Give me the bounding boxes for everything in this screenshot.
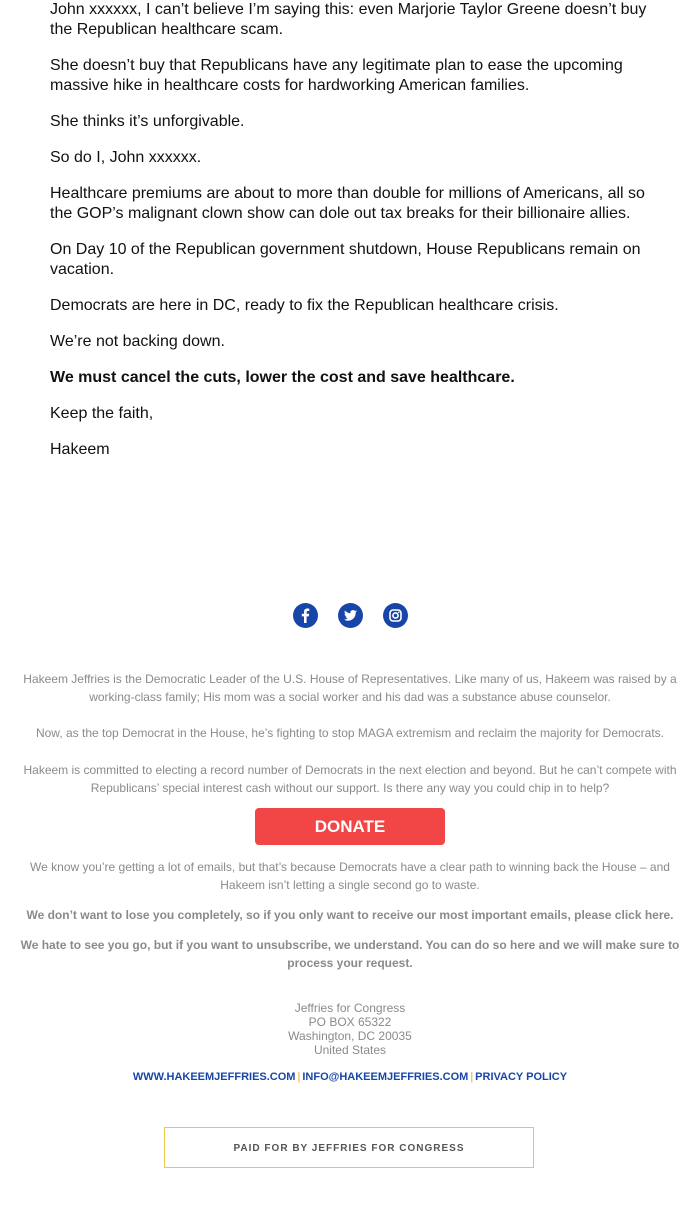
- paragraph-shutdown: On Day 10 of the Republican government shutdown, House Republicans remain on vacation.: [50, 241, 641, 278]
- footer-bio-1: Hakeem Jeffries is the Democratic Leader of the U.S. House of Representatives. Like many of us, Hakeem was raised by a working-class family; His mom was a social worker and his dad was a substance abuse counselor.: [23, 672, 677, 704]
- link-separator: |: [470, 1071, 474, 1083]
- social-links: [0, 603, 700, 628]
- paid-for-disclaimer: PAID FOR BY JEFFRIES FOR CONGRESS: [164, 1127, 534, 1168]
- footer-bio-3: Hakeem is committed to electing a record number of Democrats in the next election and beyond. But he can’t compete with Republicans’ special interest cash without our support. Is there any way you could chip in to help?: [23, 763, 677, 795]
- facebook-icon[interactable]: [293, 603, 318, 628]
- donate-button[interactable]: DONATE: [255, 808, 445, 845]
- footer-bio-2: Now, as the top Democrat in the House, he’s fighting to stop MAGA extremism and reclaim the majority for Democrats.: [35, 726, 665, 740]
- twitter-icon[interactable]: [338, 603, 363, 628]
- paragraph-unforgivable: She thinks it’s unforgivable.: [50, 113, 245, 130]
- footer-emails-note: We know you’re getting a lot of emails, but that’s because Democrats have a clear path to winning back the House – and Hakeem isn’t letting a single second go to waste.: [30, 860, 670, 892]
- paragraph-not-backing-down: We’re not backing down.: [50, 333, 225, 350]
- email-link[interactable]: INFO@HAKEEMJEFFRIES.COM: [302, 1071, 469, 1083]
- website-link[interactable]: WWW.HAKEEMJEFFRIES.COM: [132, 1071, 296, 1083]
- address-city: Washington, DC 20035: [288, 1029, 412, 1043]
- link-separator: |: [297, 1071, 301, 1083]
- unsubscribe-link[interactable]: We hate to see you go, but if you want to unsubscribe, we understand. You can do so here and we will make sure to process your request.: [20, 938, 680, 970]
- bold-call-to-action: We must cancel the cuts, lower the cost and save healthcare.: [50, 369, 515, 386]
- signature: Hakeem: [50, 441, 110, 458]
- important-emails-link[interactable]: We don’t want to lose you completely, so if you only want to receive our most important emails, please click here.: [26, 908, 674, 922]
- instagram-icon[interactable]: [383, 603, 408, 628]
- footer-links: [0, 1071, 700, 1083]
- address-box: PO BOX 65322: [308, 1015, 392, 1029]
- letter-body: [50, 0, 660, 476]
- paragraph-so-do-i: So do I, John xxxxxx.: [50, 149, 202, 166]
- paragraph-democrats: Democrats are here in DC, ready to fix the Republican healthcare crisis.: [50, 297, 559, 314]
- paragraph-premiums: Healthcare premiums are about to more than double for millions of Americans, all so the GOP’s malignant clown show can dole out tax breaks for their billionaire allies.: [50, 185, 645, 222]
- address-org: Jeffries for Congress: [294, 1001, 406, 1015]
- paragraph-plan: She doesn’t buy that Republicans have any legitimate plan to ease the upcoming massive hike in healthcare costs for hardworking American families.: [50, 57, 623, 94]
- address-country: United States: [313, 1043, 387, 1057]
- signoff: Keep the faith,: [50, 405, 154, 422]
- paragraph-intro: John xxxxxx, I can’t believe I’m saying this: even Marjorie Taylor Greene doesn’t buy the Republican healthcare scam.: [50, 1, 647, 38]
- privacy-policy-link[interactable]: PRIVACY POLICY: [475, 1071, 568, 1083]
- mailing-address: [0, 1001, 700, 1057]
